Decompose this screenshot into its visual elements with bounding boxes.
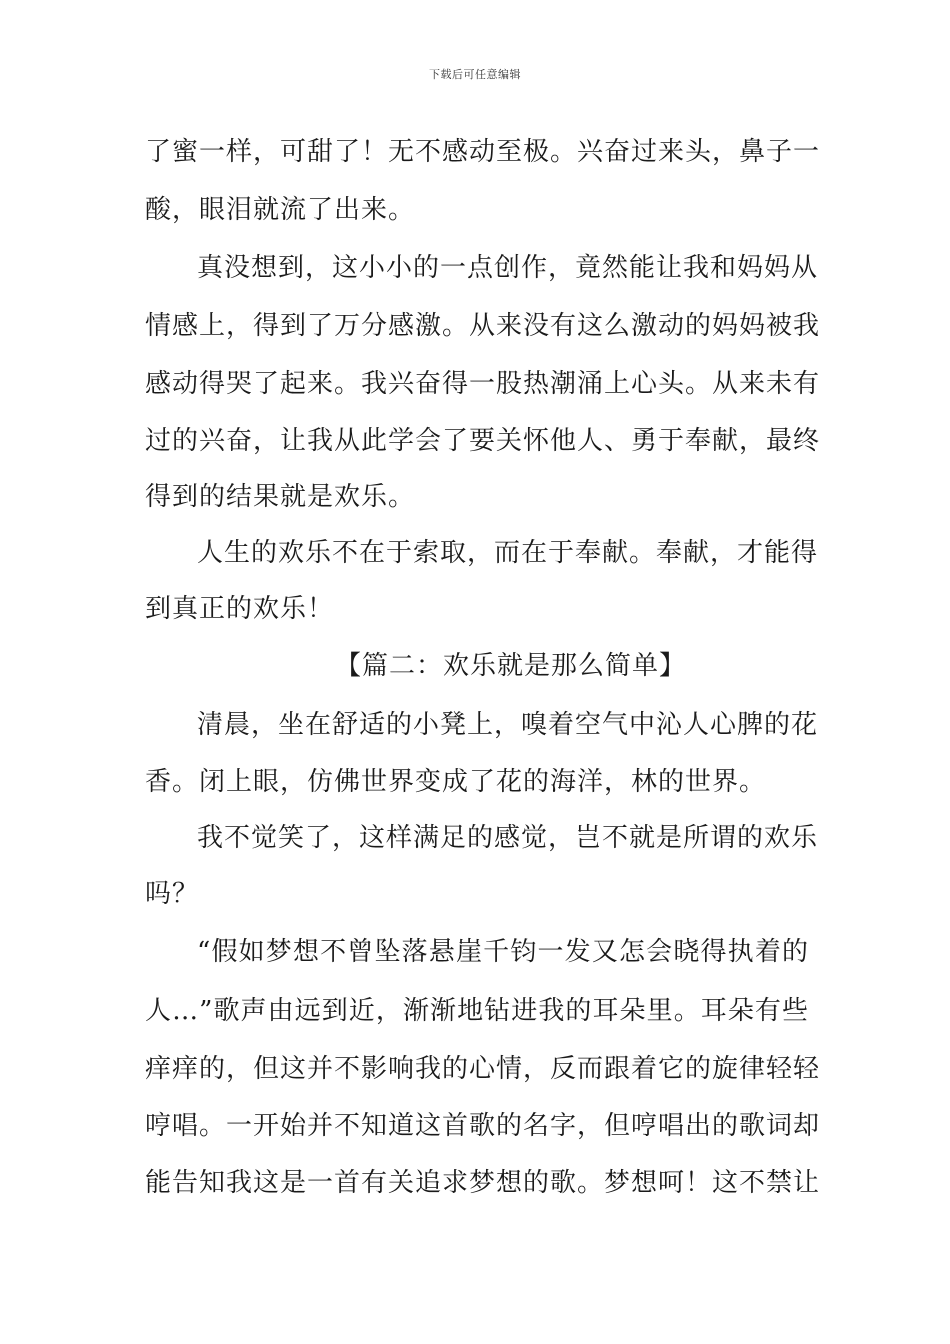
- text-line: 人生的欢乐不在于索取，而在于奉献。奉献，才能得: [197, 538, 819, 568]
- text-line: 能告知我这是一首有关追求梦想的歌。梦想呵！这不禁让: [145, 1168, 821, 1198]
- text-line: 人…”歌声由远到近，渐渐地钻进我的耳朵里。耳朵有些: [145, 996, 809, 1026]
- text-line: 哼唱。一开始并不知道这首歌的名字，但哼唱出的歌词却: [145, 1111, 821, 1141]
- text-line: 香。闭上眼，仿佛世界变成了花的海洋，林的世界。: [145, 767, 767, 797]
- text-line: 感动得哭了起来。我兴奋得一股热潮涌上心头。从来未有: [145, 369, 821, 399]
- text-line: 得到的结果就是欢乐。: [145, 482, 416, 512]
- text-line: 吗？: [145, 879, 200, 909]
- text-line: 情感上，得到了万分感激。从来没有这么激动的妈妈被我: [145, 311, 821, 341]
- text-line: “假如梦想不曾坠落悬崖千钧一发又怎会晓得执着的: [197, 937, 809, 967]
- text-line: 到真正的欢乐！: [145, 594, 335, 624]
- text-line: 我不觉笑了，这样满足的感觉，岂不就是所谓的欢乐: [197, 823, 819, 853]
- section-heading: 【篇二：欢乐就是那么简单】: [335, 651, 687, 681]
- text-line: 酸，眼泪就流了出来。: [145, 195, 416, 225]
- text-line: 过的兴奋，让我从此学会了要关怀他人、勇于奉献，最终: [145, 426, 821, 456]
- text-line: 清晨，坐在舒适的小凳上，嗅着空气中沁人心脾的花: [197, 710, 819, 740]
- page-header: 下载后可任意编辑: [429, 68, 521, 81]
- text-line: 真没想到，这小小的一点创作，竟然能让我和妈妈从: [197, 253, 819, 283]
- text-line: 痒痒的，但这并不影响我的心情，反而跟着它的旋律轻轻: [145, 1054, 821, 1084]
- text-line: 了蜜一样，可甜了！无不感动至极。兴奋过来头，鼻子一: [145, 137, 821, 167]
